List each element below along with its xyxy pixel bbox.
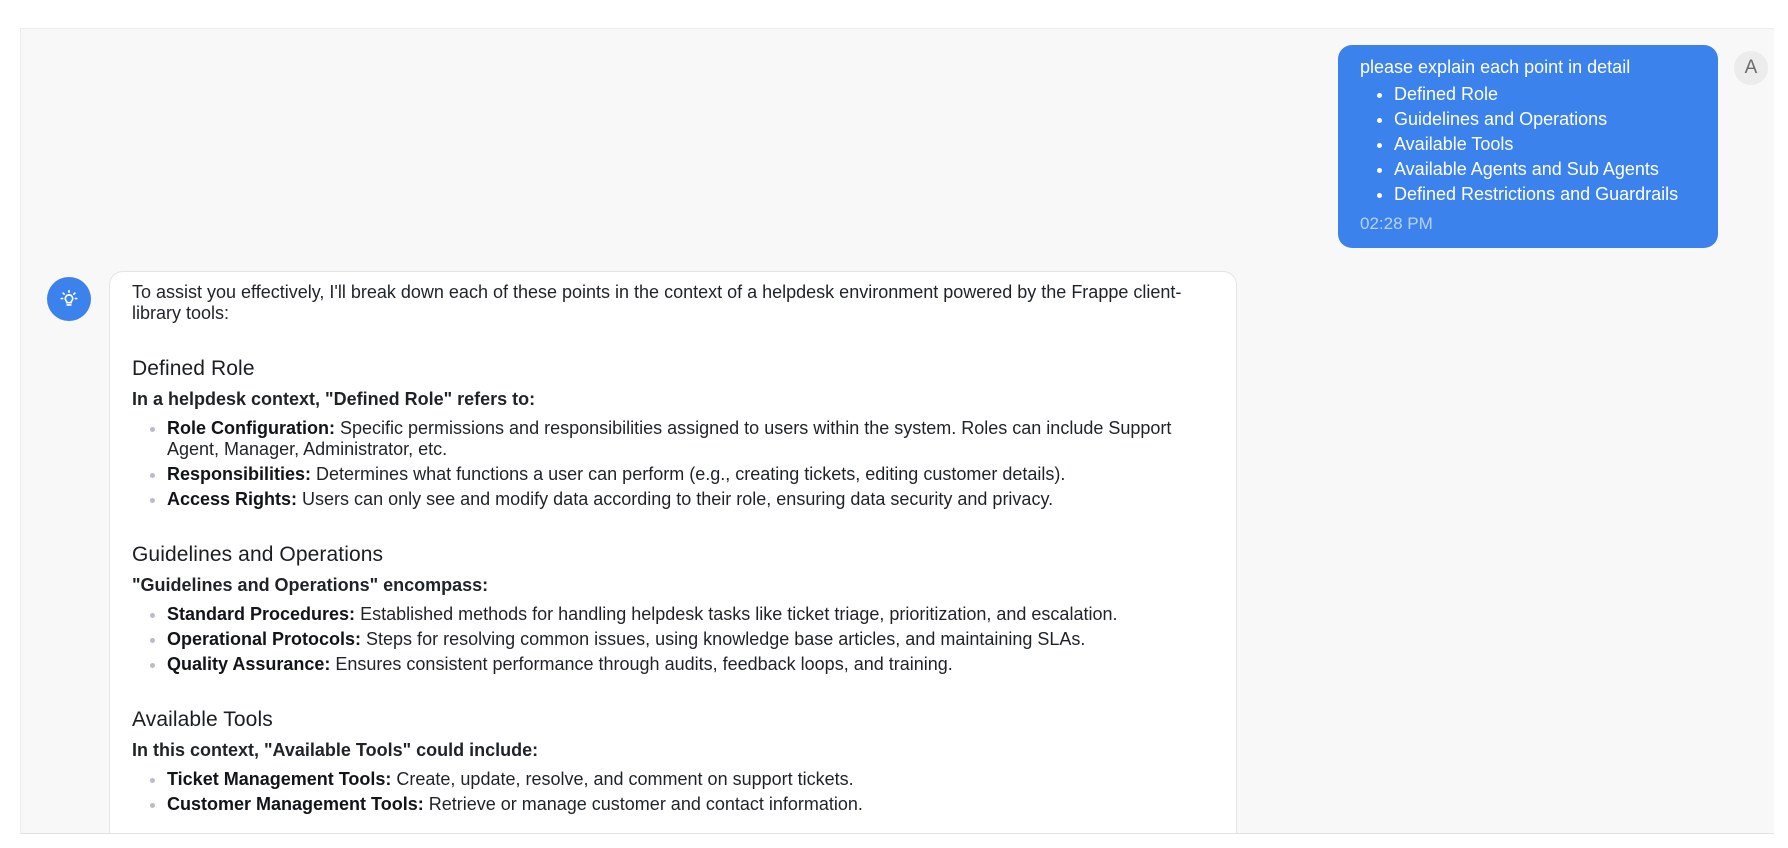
point-term: Standard Procedures: [167,604,356,624]
point-desc: Determines what functions a user can perform (e.g., creating tickets, editing customer details). [311,464,1066,484]
point-desc: Users can only see and modify data according to their role, ensuring data security and privacy. [297,489,1054,509]
lightbulb-icon [58,288,80,310]
user-message-item: • Defined Role [1394,82,1696,107]
point-term: Quality Assurance: [167,654,331,674]
message-timestamp: 02:28 PM [1360,214,1433,233]
user-message-text: please explain each point in detail [1360,57,1631,77]
section-points [132,418,1214,510]
list-item [167,654,1214,675]
list-item [167,489,1214,510]
section-lead: In this context, "Available Tools" could include: [132,740,539,760]
user-message-item: • Guidelines and Operations [1394,107,1696,132]
assistant-intro: To assist you effectively, I'll break down each of these points in the context of a helpdesk environment powered by the Frappe client-library tools: [132,282,1182,323]
user-message-row [1338,45,1768,248]
chat-window [20,28,1774,834]
user-message-list [1360,82,1696,207]
point-desc: Create, update, resolve, and comment on support tickets. [391,769,854,789]
point-term: Customer Management Tools: [167,794,424,814]
point-term: Ticket Management Tools: [167,769,392,789]
point-desc: Ensures consistent performance through audits, feedback loops, and training. [330,654,953,674]
point-desc: Established methods for handling helpdesk tasks like ticket triage, prioritization, and escalation. [355,604,1118,624]
assistant-message-card [109,271,1237,834]
section-lead: In a helpdesk context, "Defined Role" refers to: [132,389,536,409]
list-item [167,794,1214,815]
section-lead: "Guidelines and Operations" encompass: [132,575,489,595]
section-title: Available Tools [132,708,273,731]
assistant-avatar [47,277,91,321]
point-desc: Steps for resolving common issues, using knowledge base articles, and maintaining SLAs. [361,629,1086,649]
list-item [167,769,1214,790]
user-message-item: • Available Agents and Sub Agents [1394,157,1696,182]
point-term: Role Configuration: [167,418,335,438]
section-title: Guidelines and Operations [132,543,384,566]
point-term: Access Rights: [167,489,298,509]
list-item [167,418,1214,460]
assistant-message-row [47,271,1237,834]
section-title: Defined Role [132,357,255,380]
point-desc: Specific permissions and responsibilities assigned to users within the system. Roles can include Support Agent, Manager, Administrator, etc. [167,418,1172,459]
list-item [167,629,1214,650]
user-message-item: • Available Tools [1394,132,1696,157]
user-message-item: • Defined Restrictions and Guardrails [1394,182,1696,207]
list-item [167,604,1214,625]
point-desc: Retrieve or manage customer and contact information. [423,794,863,814]
list-item [167,464,1214,485]
user-avatar[interactable]: A [1734,51,1768,85]
point-term: Responsibilities: [167,464,312,484]
point-term: Operational Protocols: [167,629,362,649]
section-points [132,769,1214,815]
user-message-bubble [1338,45,1718,248]
section-points [132,604,1214,675]
